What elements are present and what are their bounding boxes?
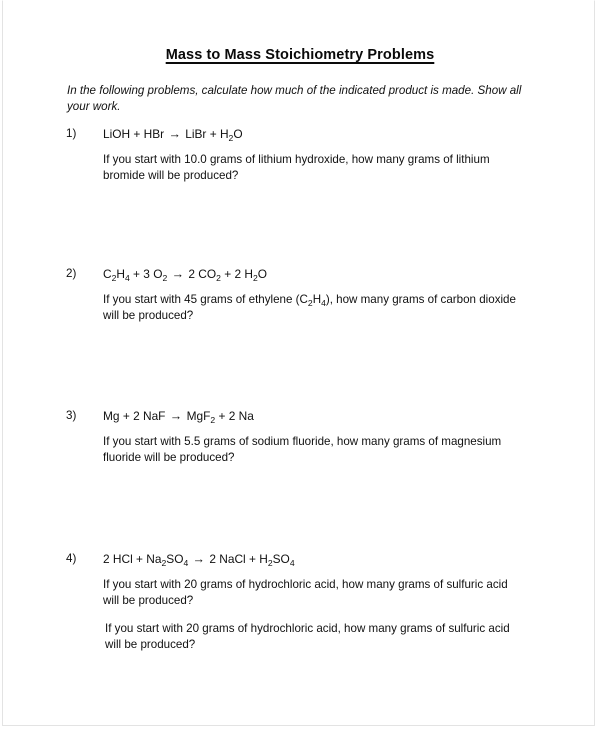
chemical-equation: Mg + 2 NaF → MgF$_2$ + 2 Na <box>103 409 254 425</box>
problem-question: If you start with 10.0 grams of lithium hydroxide, how many grams of lithium bromide will be produced? <box>103 153 490 183</box>
problem-number: 2) <box>66 267 77 280</box>
chemical-equation: 2 HCl + $Na_2SO_4 \to 2$ NaCl + $H_2SO_4$ <box>103 552 295 568</box>
problem-number: 1) <box>66 127 77 140</box>
problem-question: If you start with 5.5 grams of sodium fluoride, how many grams of magnesium fluoride will be produced? <box>103 435 502 465</box>
page-title-text: Mass to Mass Stoichiometry Problems <box>165 47 435 63</box>
problem-question: If you start with 20 grams of hydrochloric acid, how many grams of sulfuric acid will be produced? <box>103 578 508 608</box>
instructions-paragraph: In the following problems, calculate how much of the indicated product is made. Show all your work. <box>67 84 522 114</box>
problem-question: If you start with 20 grams of hydrochloric acid, how many grams of sulfuric acid will be produced? <box>105 622 510 652</box>
problem-number: 3) <box>66 409 77 422</box>
chemical-equation: LiOH + HBr → LiBr + $H_2O$ <box>103 127 243 143</box>
problem-number: 4) <box>66 552 77 565</box>
problem-question: If you start with 45 grams of ethylene $(C_2H_4)$, how many grams of carbon dioxide will be produced? <box>103 293 516 323</box>
chemical-equation: $C_2H_4 + 3$ $O_2 \to 2$ $CO_2 + 2$ $H_2O$ <box>103 267 267 283</box>
page-title <box>0 47 600 63</box>
